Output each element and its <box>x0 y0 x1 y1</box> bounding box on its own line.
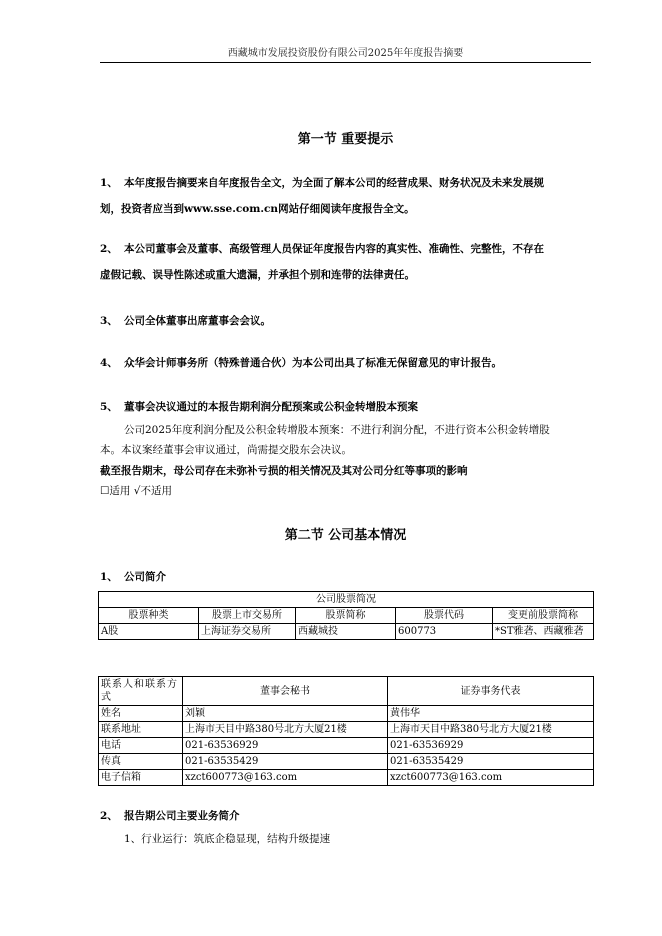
table-row <box>99 706 594 722</box>
item-number: 3、 <box>100 315 118 327</box>
table-cell: 黄伟华 <box>388 706 594 722</box>
column-header: 变更前股票简称 <box>493 608 594 624</box>
company-intro-heading <box>100 564 594 590</box>
business-intro-heading <box>100 803 594 829</box>
item-number: 4、 <box>100 357 118 369</box>
item-text: 报告期公司主要业务简介 <box>124 810 240 822</box>
row-label: 姓名 <box>99 706 183 722</box>
notice-item-1 <box>100 170 594 222</box>
notice-item-2 <box>100 236 594 288</box>
industry-line <box>100 829 594 849</box>
table-cell: 西藏城投 <box>296 624 396 640</box>
row-label: 电子信箱 <box>99 770 183 786</box>
row-label: 联系地址 <box>99 722 183 738</box>
column-header: 股票种类 <box>99 608 199 624</box>
section2-title: 第二节 公司基本情况 <box>284 528 407 543</box>
table-cell: 上海证券交易所 <box>199 624 296 640</box>
applicable-choice: ☐适用 √不适用 <box>100 485 172 497</box>
table-cell: 刘颖 <box>183 706 388 722</box>
profit-plan-body <box>100 420 594 460</box>
item-text: 董事会决议通过的本报告期利润分配预案或公积金转增股本预案 <box>124 401 418 413</box>
notice-item-3 <box>100 308 594 334</box>
stock-table-caption: 公司股票简况 <box>99 592 594 608</box>
table-cell: 021-63536929 <box>388 738 594 754</box>
profit-plan-line: 公司2025年度利润分配及公积金转增股本预案：不进行利润分配，不进行资本公积金转增股 <box>124 424 550 436</box>
item-number: 2、 <box>100 243 118 255</box>
header-divider <box>100 62 591 63</box>
table-cell: 021-63535429 <box>183 754 388 770</box>
table-cell: xzct600773@163.com <box>388 770 594 786</box>
column-header: 股票简称 <box>296 608 396 624</box>
table-cell: 上海市天目中路380号北方大厦21楼 <box>183 722 388 738</box>
column-header: 股票代码 <box>396 608 493 624</box>
page-header: 西藏城市发展投资股份有限公司2025年年度报告摘要 <box>227 48 464 59</box>
item-number: 1、 <box>100 571 118 583</box>
table-row <box>99 770 594 786</box>
table-row <box>99 624 594 640</box>
column-header: 董事会秘书 <box>183 677 388 706</box>
table-cell: 021-63536929 <box>183 738 388 754</box>
item-number: 2、 <box>100 810 118 822</box>
column-header: 股票上市交易所 <box>199 608 296 624</box>
item-number: 1、 <box>100 177 118 189</box>
table-cell: 600773 <box>396 624 493 640</box>
notice-item-4 <box>100 350 594 376</box>
loss-heading: 截至报告期末，母公司存在未弥补亏损的相关情况及其对公司分红等事项的影响 <box>100 465 468 477</box>
item-text-cont: 虚假记载、误导性陈述或重大遗漏，并承担个别和连带的法律责任。 <box>100 269 415 281</box>
industry-text: 1、行业运行：筑底企稳显现，结构升级提速 <box>124 833 331 845</box>
table-row <box>99 722 594 738</box>
table-cell: 021-63535429 <box>388 754 594 770</box>
contact-table <box>98 676 594 786</box>
row-label: 电话 <box>99 738 183 754</box>
column-header: 证券事务代表 <box>388 677 594 706</box>
table-cell: 上海市天目中路380号北方大厦21楼 <box>388 722 594 738</box>
table-header-row <box>99 608 594 624</box>
table-row <box>99 754 594 770</box>
notice-item-5 <box>100 394 594 420</box>
item-text-cont: 划，投资者应当到www.sse.com.cn网站仔细阅读年度报告全文。 <box>100 203 415 215</box>
item-text: 公司全体董事出席董事会会议。 <box>124 315 271 327</box>
table-cell: A股 <box>99 624 199 640</box>
item-text: 本年度报告摘要来自年度报告全文，为全面了解本公司的经营成果、财务状况及未来发展规 <box>124 177 544 189</box>
table-cell: xzct600773@163.com <box>183 770 388 786</box>
item-text: 本公司董事会及董事、高级管理人员保证年度报告内容的真实性、准确性、完整性，不存在 <box>124 243 544 255</box>
item-text: 公司简介 <box>124 571 166 583</box>
stock-table <box>98 591 594 640</box>
section1-title: 第一节 重要提示 <box>297 132 394 147</box>
table-cell: *ST雅砻、西藏雅砻 <box>493 624 594 640</box>
item-text: 众华会计师事务所（特殊普通合伙）为本公司出具了标准无保留意见的审计报告。 <box>124 357 502 369</box>
contact-corner-header: 联系人和联系方式 <box>99 677 183 706</box>
table-row <box>99 738 594 754</box>
item-number: 5、 <box>100 401 118 413</box>
profit-plan-line: 本。本议案经董事会审议通过，尚需提交股东会决议。 <box>100 444 352 456</box>
row-label: 传真 <box>99 754 183 770</box>
